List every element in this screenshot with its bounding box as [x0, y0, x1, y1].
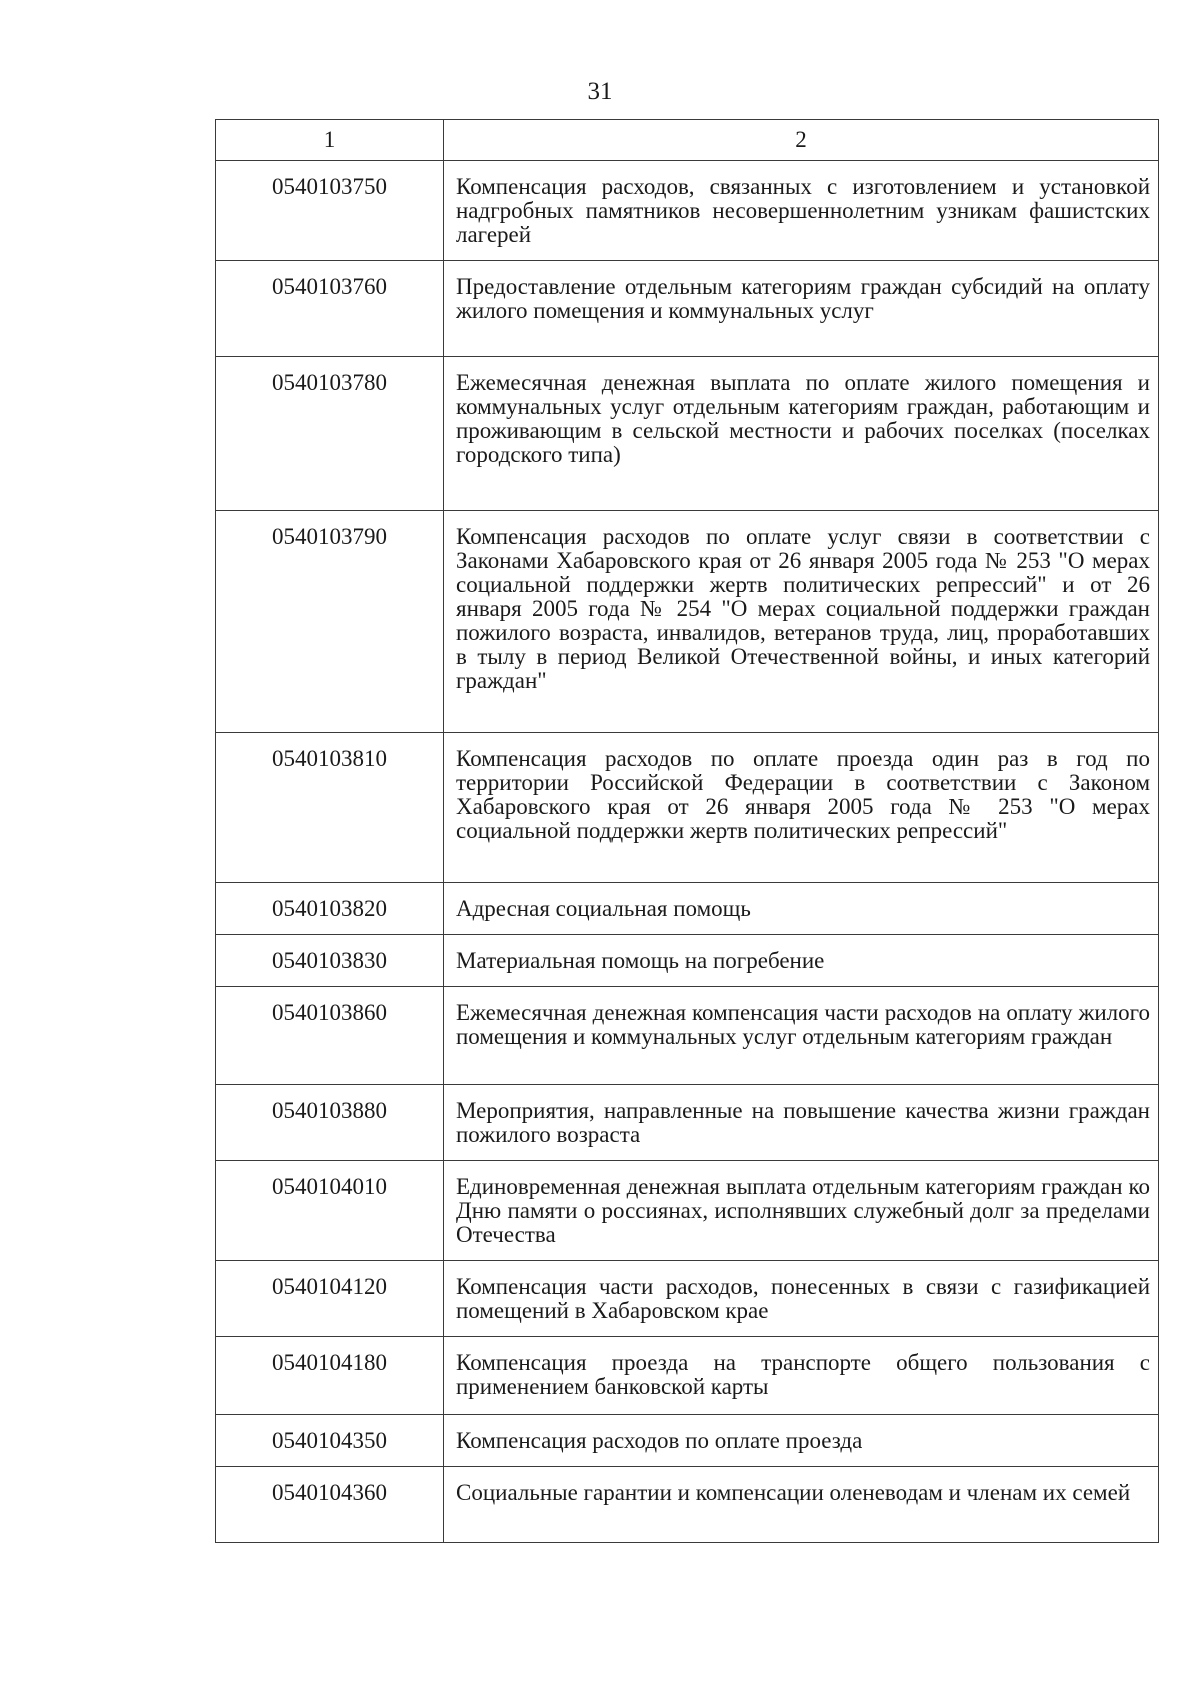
row-code: 0540104010	[216, 1161, 444, 1261]
table-row	[216, 1467, 1159, 1543]
row-code: 0540104180	[216, 1337, 444, 1415]
row-code: 0540104120	[216, 1261, 444, 1337]
table-row	[216, 1261, 1159, 1337]
table-header-row	[216, 120, 1159, 161]
row-description: Ежемесячная денежная выплата по оплате жилого помещения и коммунальных услуг отдельным категориям граждан, работающим и проживающим в сельской местности и рабочих поселках (поселках городского типа)	[444, 357, 1159, 511]
page-number: 31	[587, 78, 613, 105]
row-code: 0540103780	[216, 357, 444, 511]
budget-code-table	[215, 119, 1159, 1543]
row-description: Компенсация проезда на транспорте общего пользования с применением банковской карты	[444, 1337, 1159, 1415]
row-code: 0540103820	[216, 883, 444, 935]
table-row	[216, 1337, 1159, 1415]
row-description: Компенсация расходов по оплате проезда один раз в год по территории Российской Федерации в соответствии с Законом Хабаровского края от 26 января 2005 года № 253 "О мерах социальной поддержки жертв политических репрессий"	[444, 733, 1159, 883]
table-row	[216, 935, 1159, 987]
row-code: 0540103760	[216, 261, 444, 357]
row-code: 0540103880	[216, 1085, 444, 1161]
column-header-1: 1	[216, 120, 444, 161]
row-description: Компенсация части расходов, понесенных в связи с газификацией помещений в Хабаровском крае	[444, 1261, 1159, 1337]
row-code: 0540103860	[216, 987, 444, 1085]
row-description: Адресная социальная помощь	[444, 883, 1159, 935]
row-description: Социальные гарантии и компенсации оленеводам и членам их семей	[444, 1467, 1159, 1543]
row-code: 0540103750	[216, 161, 444, 261]
table-row	[216, 161, 1159, 261]
row-code: 0540103790	[216, 511, 444, 733]
row-description: Предоставление отдельным категориям граждан субсидий на оплату жилого помещения и коммунальных услуг	[444, 261, 1159, 357]
row-code: 0540104360	[216, 1467, 444, 1543]
row-description: Ежемесячная денежная компенсация части расходов на оплату жилого помещения и коммунальных услуг отдельным категориям граждан	[444, 987, 1159, 1085]
table-row	[216, 987, 1159, 1085]
table-row	[216, 1415, 1159, 1467]
table-row	[216, 883, 1159, 935]
row-description: Единовременная денежная выплата отдельным категориям граждан ко Дню памяти о россиянах, исполнявших служебный долг за пределами Отечества	[444, 1161, 1159, 1261]
row-code: 0540104350	[216, 1415, 444, 1467]
column-header-2: 2	[444, 120, 1159, 161]
row-description: Компенсация расходов по оплате услуг связи в соответствии с Законами Хабаровского края от 26 января 2005 года № 253 "О мерах социальной поддержки жертв политических репрессий" и от 26 января 2005 года № 254 "О мерах социальной поддержки граждан пожилого возраста, инвалидов, ветеранов труда, лиц, проработавших в тылу в период Великой Отечественной войны, и иных категорий граждан"	[444, 511, 1159, 733]
row-code: 0540103830	[216, 935, 444, 987]
row-description: Компенсация расходов, связанных с изготовлением и установкой надгробных памятников несовершеннолетним узникам фашистских лагерей	[444, 161, 1159, 261]
table-row	[216, 733, 1159, 883]
table-row	[216, 1161, 1159, 1261]
table-row	[216, 511, 1159, 733]
row-description: Материальная помощь на погребение	[444, 935, 1159, 987]
row-description: Компенсация расходов по оплате проезда	[444, 1415, 1159, 1467]
row-description: Мероприятия, направленные на повышение качества жизни граждан пожилого возраста	[444, 1085, 1159, 1161]
table-row	[216, 1085, 1159, 1161]
row-code: 0540103810	[216, 733, 444, 883]
table-row	[216, 357, 1159, 511]
table-row	[216, 261, 1159, 357]
